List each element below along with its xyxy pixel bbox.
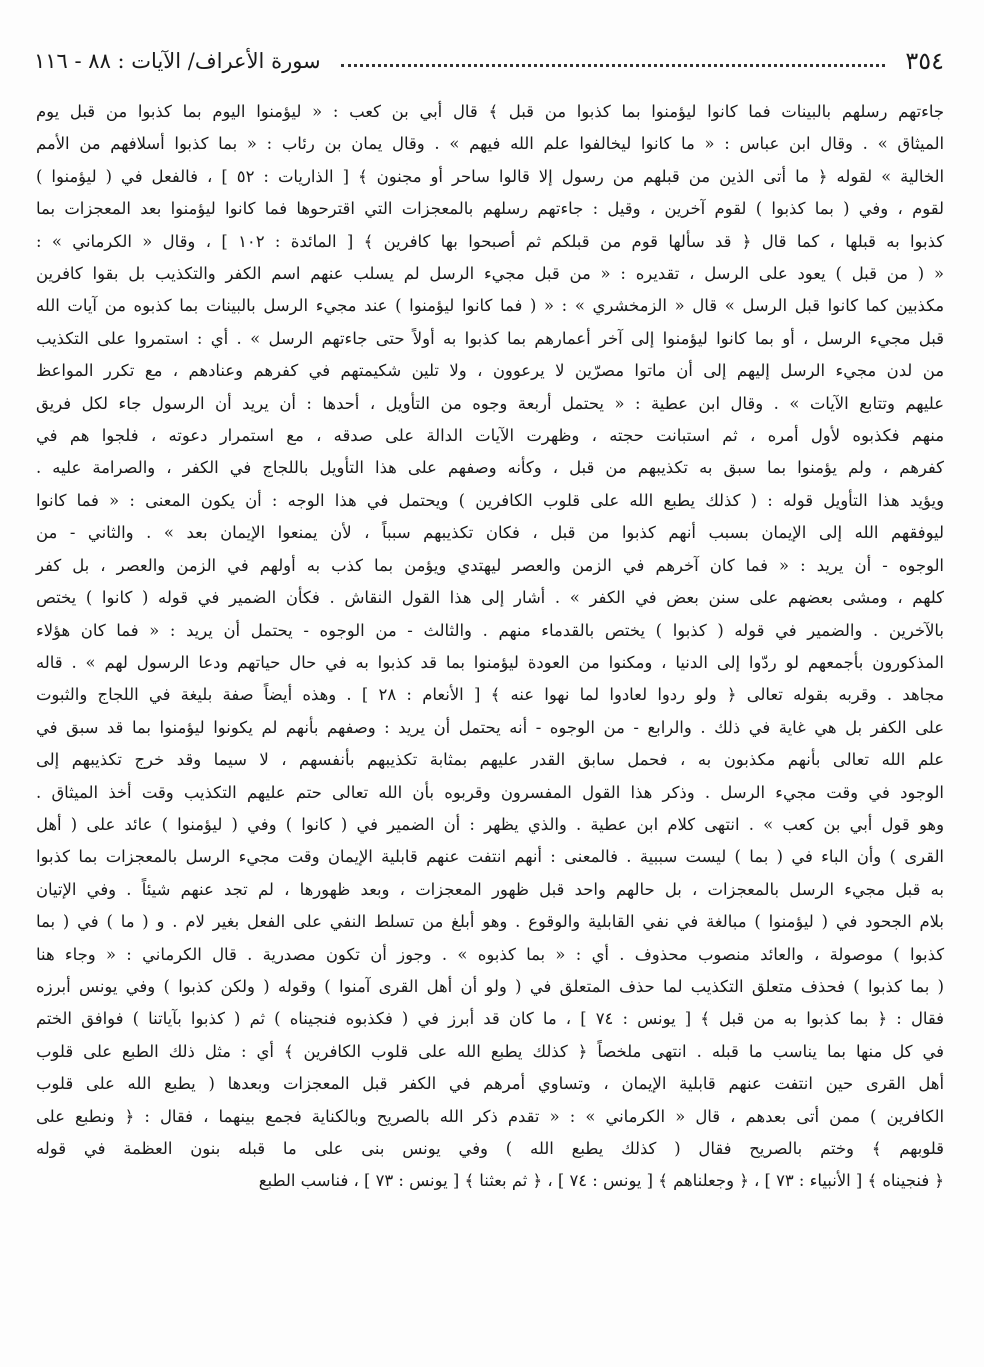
page-header bbox=[34, 44, 944, 78]
text-line: كلهم ، ومشى بعضهم على سنن بعض في الكفر » . أشار إلى هذا القول النقاش . فكأن الضمير في قوله ( كانوا ) يختص bbox=[36, 588, 944, 608]
text-line: الخالية » لقوله ﴿ ما أتى الذين من قبلهم من رسول إلا قالوا ساحر أو مجنون ﴾ [ الذاريات : ٥٢ ] ، فالفعل في ( ليؤمنوا ) bbox=[36, 166, 945, 186]
text-line: مجاهد . وقربه بقوله تعالى ﴿ ولو ردوا لعادوا لما نهوا عنه ﴾ [ الأنعام : ٢٨ ] . وهذه أيضاً صفة بليغة في اللجاج والثبوت bbox=[36, 685, 944, 705]
text-line: كذبوا ) موصولة ، والعائد منصوب محذوف . أي : « بما كذبوه » . وجوز أن تكون مصدرية . قال الكرماني : « وجاء هنا bbox=[36, 944, 944, 964]
text-line: الوجوه - أن يريد : « فما كان آخرهم في الزمن والعصر ليهتدي ويؤمن بما كذب به أولهم في الزمن والعصر ، بل كفر bbox=[36, 555, 944, 575]
text-line: المذكورون بأجمعهم لو ردّوا إلى الدنيا ، ومكنوا من العودة ليؤمنوا بما قد كذبوا به في حال حياتهم ودعا الرسول لهم » . قاله bbox=[36, 652, 944, 672]
text-line: قلوبهم ﴾ وختم بالصريح فقال ( كذلك يطبع الله ) وفي يونس بنى على ما قبله بنون العظمة في قوله bbox=[36, 1139, 944, 1158]
text-line: علم الله تعالى بأنهم مكذبون به ، فحمل سابق القدر عليهم بمثابة تكذيبهم بأنفسهم ، لا سيما وقد خرج تكذيبهم إلى bbox=[36, 750, 944, 770]
text-line: ﴿ فنجيناه ﴾ [ الأنبياء : ٧٣ ] ، ﴿ وجعلناهم ﴾ [ يونس : ٧٤ ] ، ﴿ ثم بعثنا ﴾ [ يونس : ٧٣ ] ، فناسب الطبع bbox=[258, 1171, 944, 1191]
text-line: جاءتهم رسلهم بالبينات فما كانوا ليؤمنوا بما كذبوا من قبل ﴾ قال أبي بن كعب : « ليؤمنوا اليوم بما كذبوا من قبل يوم bbox=[36, 102, 944, 121]
text-line: كفرهم ، ولم يؤمنوا بما سبق به تكذيبهم من قبل ، وكأنه وصفهم على هذا التأويل باللجاج في الكفر ، والصرامة عليه . bbox=[36, 458, 944, 478]
text-line: بالآخرين . والضمير في قوله ( كذبوا ) يختص بالقدماء منهم . والثالث - من الوجوه - يحتمل أن يريد : « فما كان هؤلاء bbox=[36, 620, 944, 640]
text-line: ليوفقهم الله إلى الإيمان بسبب أنهم كذبوا من قبل ، فكان تكذيبهم سبباً ، لأن يمنعوا الإيمان بعد » . والثاني - من bbox=[36, 523, 944, 543]
text-line: بلام الجحود في ( ليؤمنوا ) مبالغة في نفي القابلية والوقوع . وهو أبلغ من تسلط النفي على الفعل بغير لام . و ( ما ) في ( بما bbox=[36, 912, 944, 932]
text-line: عليهم وتتابع الآيات » . وقال ابن عطية : « يحتمل أربعة وجوه من التأويل ، أحدها : أن يريد أن الرسول جاء لكل فريق bbox=[36, 393, 944, 413]
header-dotted-rule bbox=[341, 64, 886, 67]
text-line: في كل منها بما يناسب ما قبله . انتهى ملخصاً ﴿ كذلك يطبع الله على قلوب الكافرين ﴾ أي : مثل ذلك الطبع على قلوب bbox=[36, 1041, 944, 1061]
text-line: على الكفر بل هي غاية في ذلك . والرابع - من الوجوه - أنه يحتمل أن يريد : وصفهم بأنهم لم يكونوا ليؤمنوا بما قد سبق في bbox=[36, 717, 944, 737]
text-line: من لدن مجيء الرسل إليهم إلى أن ماتوا مصرّين لا يرعوون ، ولا تلين شكيمتهم في كفرهم وعنادهم ، مع تكرر المواعظ bbox=[36, 361, 944, 381]
page-number: ٣٥٤ bbox=[905, 47, 944, 75]
text-line: قبل مجيء الرسل ، أو بما كانوا ليؤمنوا إلى آخر أعمارهم بما كذبوا به أولاً حتى جاءتهم الرسل » . أي : استمروا على التكذيب bbox=[36, 328, 944, 348]
text-line: الكافرين ) ممن أتى بعدهم ، قال « الكرماني » : « تقدم ذكر الله بالصريح وبالكناية فجمع بينهما ، فقال : ﴿ ونطبع على bbox=[36, 1106, 944, 1126]
text-line: « ( من قبل ) يعود على الرسل ، تقديره : « من قبل مجيء الرسل لم يسلب عنهم اسم الكفر والتكذيب بل بقوا كافرين bbox=[36, 264, 944, 284]
text-line: فقال : ﴿ بما كذبوا به من قبل ﴾ [ يونس : ٧٤ ] ، ما كان قد أبرز في ( فكذبوه فنجيناه ) ثم ( كذبوا بآياتنا ) فوافق الختم bbox=[36, 1009, 944, 1029]
text-line: أهل القرى حين انتفت عنهم قابلية الإيمان ، وتساوي أمرهم في الكفر قبل المعجزات وبعدها ( يطبع الله على قلوب bbox=[36, 1074, 944, 1094]
text-line: به قبل مجيء الرسل بالمعجزات ، بل حالهم واحد قبل ظهور المعجزات ، وبعد ظهورها ، لم تجد عنهم شيئاً . وفي الإتيان bbox=[36, 879, 944, 899]
commentary-text bbox=[36, 96, 944, 1198]
text-line: ( بما كذبوا ) فحذف متعلق التكذيب لما حذف المتعلق في ( ولو أن أهل القرى آمنوا ) وقوله ( ولكن كذبوا ) وفي يونس أبرزه bbox=[36, 976, 944, 996]
running-title: سورة الأعراف/ الآيات : ٨٨ - ١١٦ bbox=[34, 49, 321, 73]
text-line: لقوم ، وفي ( بما كذبوا ) لقوم آخرين ، وقيل : جاءتهم رسلهم بالمعجزات التي اقترحوها فما كانوا ليؤمنوا بعد المعجزات بما bbox=[36, 199, 944, 219]
text-line: القرى ) وأن الباء في ( بما ) ليست سببية . فالمعنى : أنهم انتفت عنهم قابلية الإيمان وقت مجيء الرسل بالمعجزات بما كذبوا bbox=[36, 847, 944, 867]
text-line: وهو قول أبي بن كعب » . انتهى كلام ابن عطية . والذي يظهر : أن الضمير في ( كانوا ) وفي ( ليؤمنوا ) عائد على ( أهل bbox=[36, 814, 944, 834]
text-line: مكذبين كما كانوا قبل الرسل » قال « الزمخشري » : « ( فما كانوا ليؤمنوا ) عند مجيء الرسل بالبينات بما كذبوه من آيات الله bbox=[36, 296, 944, 316]
text-line: كذبوا به قبلها ، كما قال ﴿ قد سألها قوم من قبلكم ثم أصبحوا بها كافرين ﴾ [ المائدة : ١٠٢ ] ، وقال « الكرماني » : bbox=[36, 231, 944, 251]
text-line: ويؤيد هذا التأويل قوله : ( كذلك يطبع الله على قلوب الكافرين ) ويحتمل في هذا الوجه : أن يكون المعنى : « فما كانوا bbox=[36, 490, 944, 510]
text-line: الميثاق » . وقال ابن عباس : « ما كانوا ليخالفوا علم الله فيهم » . وقال يمان بن رئاب : « بما كذبوا أسلافهم من الأمم bbox=[36, 134, 944, 154]
text-line: منهم فكذبوه لأول أمره ، ثم استبانت حجته ، وظهرت الآيات الدالة على صدقه ، مع استمرار دعوته ، فلجوا هم في bbox=[36, 426, 944, 446]
text-line: الوجود في وقت مجيء الرسل . وذكر هذا القول المفسرون وقربوه بأن الله تعالى حتم عليهم التكذيب وقت أخذ الميثاق . bbox=[36, 782, 944, 802]
